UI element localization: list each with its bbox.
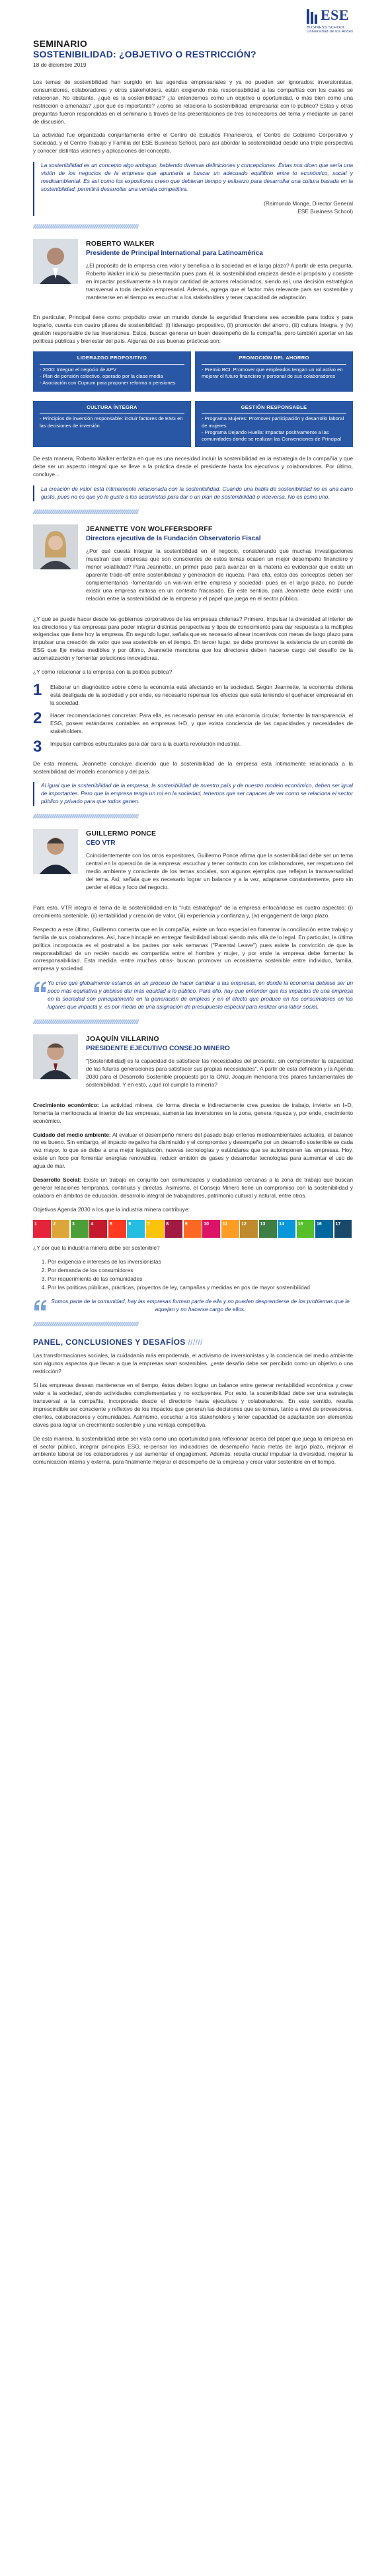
numbered-list xyxy=(33,682,353,755)
panel-paragraph: De esta manera, la sostenibilidad debe ser vista como una oportunidad para reflexionar acerca del papel que juega la empresa en el sector público, integrar principios ESG, re-pensar los indicadores de desempeño hacia metas de largo plazo, mejorar el ambiente laboral de los colaboradores y así aumentar el engagement. Además, resulta crucial impulsar la diversidad, mejorar la comunicación interna y externa, para finalmente mejorar el desempeño de la empresa y crear valor sostenible en el tiempo. xyxy=(33,1435,353,1466)
list-item xyxy=(33,682,353,707)
box-item: - Plan de pensión colectivo, operado por la clase media xyxy=(40,373,163,380)
quote-mark-icon xyxy=(33,1298,48,1312)
speaker-paragraph: Para esto, VTR integra el tema de la sostenibilidad en la "ruta estratégica" de la empresa enfocándose en cuatro aspectos: (i) crecimiento sostenible, (ii) rentabilidad y creación de valor, (iii) experiencia y confianza y, (iv) engagement de largo plazo. xyxy=(33,904,353,919)
quote-von-wolffersdorff xyxy=(33,782,353,806)
speaker-paragraph: De esta manera, Jeannette concluye diciendo que la sostenibilidad de la empresa está íntimamente relacionada a la sostenibilidad del modelo económico y del país. xyxy=(33,760,353,775)
box-title: PROMOCIÓN DEL AHORRO xyxy=(202,355,346,365)
quote-ponce xyxy=(33,980,353,1011)
quote-text: Somos parte de la comunidad, hay las empresas forman parte de ella y no pueden desprenderse de los problemas que le aquejan y no hacerse cargo de ellos. xyxy=(51,1298,350,1313)
speaker-name: ROBERTO WALKER xyxy=(86,239,155,248)
sdg-tile: 5 xyxy=(108,1220,126,1238)
list-text: Hacer recomendaciones concretas: Para ella, es necesario pensar en una economía circular, fomentar la transparencia, el ESG, poseer estándares contables en empresas I+D, y que exista conciencia de las capacidades y necesidades de stakeholders. xyxy=(50,711,353,734)
quote-walker xyxy=(33,485,353,501)
practice-box xyxy=(33,401,191,448)
list-number: 3 xyxy=(33,737,42,756)
sdg-tile: 16 xyxy=(315,1220,333,1238)
pillar-paragraph: Cuidado del medio ambiente: Al evaluar el desempeño minero del pasado bajo criterios medioambientales actuales, el balance no es bueno. Sin embargo, el impacto negativo ha disminuido y el compromiso y desempeño por un desarrollo sostenible se cada vez mayor, lo que se debe a una mejor legislación, nuevas tecnologías y estándares que se autoimponen las empresas. Hoy, existe un foco por fomentar energías renovables, reducir emisión de gases y desarrollar tecnologías para aumentar el uso de agua de mar. xyxy=(33,1131,354,1170)
list-number: 1 xyxy=(33,681,42,699)
list-number: 2 xyxy=(33,709,42,727)
practice-boxes-row-2 xyxy=(33,401,353,452)
quote-bar xyxy=(33,485,34,501)
quote-text: Yo creo que globalmente estamos en un proceso de hacer cambiar a las empresas, en donde la economía debiese ser un poco más equitativa y debiese dar más equidad a lo público. Para ello, hay que entender que los impactos de una empresa en la sociedad son principalmente en la generación de empleos y en el efecto que produce en los consumidores en los lugares que impacta y, es por medio de una asignación de presupuesto especial para realizar una labor social. xyxy=(48,980,353,1011)
speaker-paragraph: ¿Y qué se puede hacer desde los gobiernos corporativos de las empresas chilenas? Primero, impulsar la diversidad al interior de los directorios y las empresas para poder integrar distintas perspectivas y tipos de conocimiento para dar respuesta a la múltiples exigencias que tiene hoy la empresa. En segundo lugar, señala que es necesario alinear incentivos con metas de largo plazo para impulsar una creación de valor que sea sostenible en el tiempo. En tercer lugar, se debe promover la existencia de un comité de ESG que fije metas medibles y por último, Jeannette menciona que los directores deben hacerse cargo del desafío de la automatización y fomentar soluciones innovadoras. xyxy=(33,615,353,662)
speaker-paragraph: ¿El propósito de la empresa crea valor y beneficia a la sociedad en el largo plazo? A partir de esta pregunta, Roberto Walker inició su presentación pues para él, la sostenibilidad empieza desde el propósito y consiste en impactar positivamente a la mayor cantidad de actores relacionados, siendo así, una decisión estratégica transversal a toda decisión empresarial. Además, agrega que el factor más relevante para ser sostenible y mantenerse en el tiempo es escuchar a los stakeholders y tener capacidad de adaptación. xyxy=(86,262,353,301)
divider: ////////////////////////////////////////////////////////////////////////////////////////////////////////// xyxy=(33,813,139,820)
speaker-paragraph: Coincidentemente con los otros expositores, Guillermo Ponce afirma que la sostenibilidad debe ser un tema central en la operación de la empresa: escuchar y tener contacto con los colaboradores, ser respetuoso del medio ambiente y consciente de los temas sociales, son algunos ejemplos que reflejan la transversalidad del tema. Así, señala que es necesario lograr un balance y a la vez, adaptarse constantemente, pero sin perder el ética y foco del negocio. xyxy=(86,852,353,890)
sdg-tile: 8 xyxy=(165,1220,182,1238)
speaker-paragraph: De esta manera, Roberto Walker enfatiza en que es una necesidad incluir la sostenibilidad en la estrategia de la compañía y que debe ser un aspecto integral que se lleve a la práctica desde el presidente hasta los ejecutivos y colaboradores. Por último, concluye... xyxy=(33,455,353,478)
sdg-tile: 3 xyxy=(71,1220,89,1238)
why-question: ¿Y por qué la industria minera debe ser sostenible? xyxy=(33,1244,160,1251)
sdg-tile: 15 xyxy=(297,1220,315,1238)
speaker-ponce xyxy=(33,829,353,898)
logo-text: ESE xyxy=(321,7,350,23)
box-item: - Asociación con Cuprum para proponer reforma a pensiones xyxy=(40,380,176,386)
quote-text: La sostenibilidad es un concepto algo ambiguo, habiendo diversas definiciones y concepciones. Éstas nos dicen que sería una visión de los negocios de la empresa que apuntaría a buscar un adecuado equilibrio entre lo económico, social y medioambiental. Es así como los expositores creen que debieran tiempo y esfuerzo para desarrollar una cultura basada en la sostenibilidad, permitirá desarrollar una ventaja competitiva. xyxy=(41,162,353,192)
sdg-tile: 12 xyxy=(240,1220,258,1238)
quote-text: Al igual que la sostenibilidad de la empresa, la sostenibilidad de nuestro país y de nuestro modelo económico, deben ser igual de importantes. Pero que la empresa tenga un rol en la sociedad, tenemos que ser capaces de ver como se relaciona el sector público y privado para que todos ganen. xyxy=(41,782,353,805)
sdg-tile: 9 xyxy=(184,1220,202,1238)
panel-paragraph: Si las empresas desean mantenerse en el tiempo, éstos deben lograr un balance entre generar rentabilidad económica y crear valor a la sociedad, siendo actividades complementarias y no excluyentes. Por esto, la sostenibilidad debe ser una estrategia transversal a la compañía, incorporada desde el directorio hasta ejecutivos y colaboradores. En este sentido, resulta imprescindible ser consciente y reflexivo de los impactos que generan las decisiones que se toman, tanto a nivel de proveedores, clientes, colaboradores y comunidades. Asimismo, escuchar a los stakeholders y tener capacidad de adaptación son elementos claves para lograr un crecimiento sostenible y una ventaja competitiva. xyxy=(33,1382,353,1428)
sdg-tile: 6 xyxy=(127,1220,145,1238)
quote-bar xyxy=(33,782,34,806)
list-item: 3. Por requerimiento de las comunidades xyxy=(48,1275,353,1283)
practice-boxes-row-1 xyxy=(33,351,353,396)
intro-paragraph-1: Los temas de sostenibilidad han surgido en las agendas empresariales y ya no pueden ser ignorados: inversionistas, consumidores, colaboradores y otros stakeholders, están exigiendo más responsabilidad a las compañías con los cuales se relacionan. No obstante, ¿qué es la sostenibilidad? ¿la entendemos como un objetivo u oportunidad, o más bien como una restricción o amenaza? ¿por qué es importante? ¿cómo se relaciona la sostenibilidad empresarial con lo público? Estas y otras preguntas fueron respondidas en el seminario a través de las presentaciones de tres conocedores del tema y mediante un panel de discusión. xyxy=(33,78,353,125)
sdg-tile: 14 xyxy=(278,1220,295,1238)
speaker-name: GUILLERMO PONCE xyxy=(86,830,157,838)
quote-monge xyxy=(33,162,353,216)
why-list xyxy=(48,1258,353,1292)
logo-mark-icon xyxy=(307,9,319,24)
speaker-role: PRESIDENTE EJECUTIVO CONSEJO MINERO xyxy=(86,1044,230,1052)
practice-box xyxy=(195,401,353,448)
speaker-role: Directora ejecutiva de la Fundación Observatorio Fiscal xyxy=(86,534,261,542)
box-title: LIDERAZGO PROPOSITIVO xyxy=(40,355,184,365)
box-title: CULTURA ÍNTEGRA xyxy=(40,404,184,414)
header-bar xyxy=(0,0,386,38)
ods-intro: Objetivos Agenda 2030 a los que la industria minera contribuye: xyxy=(33,1205,190,1213)
list-text: Elaborar un diagnóstico sobre cómo la economía está afectando en la sociedad. Según Jeannette, la economía chilena está desligada de la sociedad y por ende, es necesario repensar los efectos que está teniendo el quehacer empresarial en la sociedad. xyxy=(50,684,353,706)
speaker-role: CEO VTR xyxy=(86,840,116,847)
divider: ////////////////////////////////////////////////////////////////////////////////////////////////////////// xyxy=(33,1321,139,1328)
speaker-von-wolffersdorff xyxy=(33,524,353,609)
panel-paragraph: Las transformaciones sociales, la cuidadanía más empoderada, el activismo de inversionistas y la conciencia del medio ambiente son algunos aspectos que llevan a que la empresas sean sostenibles. ¿este desafío debe ser percibido como un objetivo o una restricción? xyxy=(33,1352,353,1375)
list-item: 2. Por demanda de los consumidores xyxy=(48,1267,353,1275)
speaker-paragraph: ¿Por qué cuesta integrar la sostenibilidad en el negocio, considerando que muchas investigaciones muestran que empresas que son conscientes de estos temas ocasen un mejor desempeño financiero y menor volatilidad? Para Jeannette, un primer paso para avanzar en la materia es evidenciar que existe un aparente trade-off entre sostenibilidad y generación de riqueza. Para ella, estos dos conceptos deben ser complementarios -fomentando un win-win entre empresa y sociedad- pues en el largo plazo, no puede existir una empresa exitosa en un contexto fracasado. En este sentido, para Jeannette debe existir una relación entre la sostenibilidad de la empresa y el papel que juega en el sector público. xyxy=(86,548,353,602)
practice-box xyxy=(33,351,191,392)
pillar-paragraph: Desarrollo Social: Existe un trabajo en conjunto con comunidades y ciudadanías cercanas a la zona de trabajo que buscan generar relaciones tempranas, continuas y directas. Asimismo, el Consejo Minero tiene un compromiso con la sostenibilidad y colabora en ámbitos de educación, desarrollo integral de trabajadores, patrimonio cultural y natural, entre otros. xyxy=(33,1176,353,1199)
person-photo-icon xyxy=(33,524,78,569)
divider: ////////////////////////////////////////////////////////////////////////////////////////////////////////// xyxy=(33,1018,139,1025)
sdg-tile: 11 xyxy=(221,1220,239,1238)
sdg-tile: 10 xyxy=(202,1220,220,1238)
speaker-walker xyxy=(33,239,353,308)
ese-logo xyxy=(307,7,354,33)
person-photo-icon xyxy=(33,1034,78,1079)
divider: ////////////////////////////////////////////////////////////////////////////////////////////////////////// xyxy=(33,509,139,516)
list-item: 1. Por exigencia e intereses de los inversionistas xyxy=(48,1258,353,1266)
list-item: 4. Por las políticas públicas, prácticas, proyectos de ley, campañas y medidas en pos de mayor sostenibilidad xyxy=(48,1284,353,1292)
sdg-tile: 7 xyxy=(146,1220,164,1238)
quote-bar xyxy=(33,162,34,216)
box-title: GESTIÓN RESPONSABLE xyxy=(202,404,346,414)
box-item: - Programa Dejando Huella: impactar positivamente a las comunidades donde se realizan las Convenciones de Principal xyxy=(202,429,342,443)
divider: ////////////////////////////////////////////////////////////////////////////////////////////////////////// xyxy=(33,223,139,230)
kicker: SEMINARIO xyxy=(33,38,88,49)
date: 18 de diciembre 2019 xyxy=(33,61,87,68)
logo-university: Universidad de los Andes xyxy=(307,30,354,34)
speaker-paragraph: "[Sostenibilidad] es la capacidad de satisfacer las necesidades del presente, sin comprometer la capacidad de las futuras generaciones para satisfacer sus propias necesidades". A partir de esta definición y la Agenda 2030 para el Desarrollo Sostenible propuesto por la ONU, Joaquín menciona tres pilares fundamentales de sostenibilidad. Y en esto, ¿qué rol cumple la minería? xyxy=(86,1057,353,1088)
pillar-paragraph: Crecimiento económico: La actividad minera, de forma directa e indirectamente crea puestos de trabajo, invierte en I+D, fomenta la meritocracia al interior de las empresas, aumenta las inversiones en la zona, genera riqueza y, por ende, crecimiento económico. xyxy=(33,1101,354,1124)
box-item: - Premio BCI: Promover que empleados tengan un rol activo en mejorar el futuro financiero y personal de sus colaboradores xyxy=(202,366,343,380)
sdg-tile: 17 xyxy=(334,1220,352,1238)
sdg-tile: 13 xyxy=(259,1220,277,1238)
sdg-tile: 1 xyxy=(33,1220,51,1238)
person-photo-icon xyxy=(33,239,78,284)
box-item: - Programa Mujeres: Promover participación y desarrollo laboral de mujeres xyxy=(202,415,344,429)
speaker-paragraph: En particular, Principal tiene como propósito crear un mundo donde la seguridad financiera sea accesible para todos y para lograrlo, cuenta con cuatro pilares de sostenibilidad: (i) liderazgo propositivo, (ii) promoción del ahorro, (iii) cultura íntegra, y (iv) gestión responsable de las inversiones. Estos, buscan generar un buen desempeño de la compañía, pero también aportar en las políticas públicas y bienestar del país. Algunas de sus buenas prácticas son: xyxy=(33,314,353,345)
speaker-role: Presidente de Principal International para Latinoamérica xyxy=(86,249,263,257)
intro-paragraph-2: La actividad fue organizada conjuntamente entre el Centro de Estudios Financieros, el Centro de Gobierno Corporativo y Sociedad, y el Centro Trabajo y Familia del ESE Business School, para así abordar la sostenibilidad desde una triple perspectiva y conocer distintas visiones y aplicaciones del concepto. xyxy=(33,131,353,155)
sdg-tile: 2 xyxy=(52,1220,69,1238)
list-item xyxy=(33,739,353,755)
speaker-paragraph: Respecto a este último, Guillermo comenta que en la compañía, existe un foco especial en fomentar la conciliación entre trabajo y familia de sus colaboradores. Así, hace hincapié en entregar flexibilidad laboral siendo más allá de lo legal. En particular, la última política incorporada es el postnatal a los padres por seis semanas ("Parental Leave") pues existe la convicción de que la responsabilidad de un recién nacido es compartida entre el hombre y mujer, y por ende la empresa debe fomentar la corresponsabilidad. Esta medida -entre muchas otras- buscan promover un ecosistema sostenible entre individuo, familia, empresa y sociedad. xyxy=(33,925,353,972)
speaker-name: JOAQUÍN VILLARINO xyxy=(86,1034,159,1043)
list-text: Impulsar cambios estructurales para dar cara a la cuarta revolución industrial. xyxy=(50,740,241,747)
list-item xyxy=(33,711,353,736)
box-item: - Principios de inversión responsable: incluir factores de ESG en las decisiones de inversión xyxy=(40,415,183,429)
sdg-tile: 4 xyxy=(89,1220,107,1238)
speaker-villarino xyxy=(33,1034,353,1095)
panel-heading: PANEL, CONCLUSIONES Y DESAFÍOS ////// xyxy=(33,1338,203,1347)
practice-box xyxy=(195,351,353,392)
logo-subtitle: BUSINESS SCHOOL xyxy=(307,26,346,30)
speaker-paragraph: ¿Y cómo relacionar a la empresa con la política pública? xyxy=(33,668,173,676)
speaker-name: JEANNETTE VON WOLFFERSDORFF xyxy=(86,525,213,534)
quote-text: La creación de valor está íntimamente relacionada con la sostenibilidad. Cuando una habla de sostenibilidad no es una carro gusto, pues no es que yo le guste a los accionistas para dar o un plan de sostenibilidad o viceversa. No es como uno. xyxy=(41,485,353,501)
quote-villarino xyxy=(33,1298,353,1314)
quote-mark-icon xyxy=(33,980,48,994)
page-title: SOSTENIBILIDAD: ¿OBJETIVO O RESTRICCIÓN? xyxy=(33,49,256,59)
sdg-tiles xyxy=(33,1220,353,1238)
quote-author: (Raimundo Monge, Director General ESE Business School) xyxy=(264,199,353,215)
box-item: - 2000: Integrar el negocio de APV xyxy=(40,366,117,373)
person-photo-icon xyxy=(33,829,78,874)
